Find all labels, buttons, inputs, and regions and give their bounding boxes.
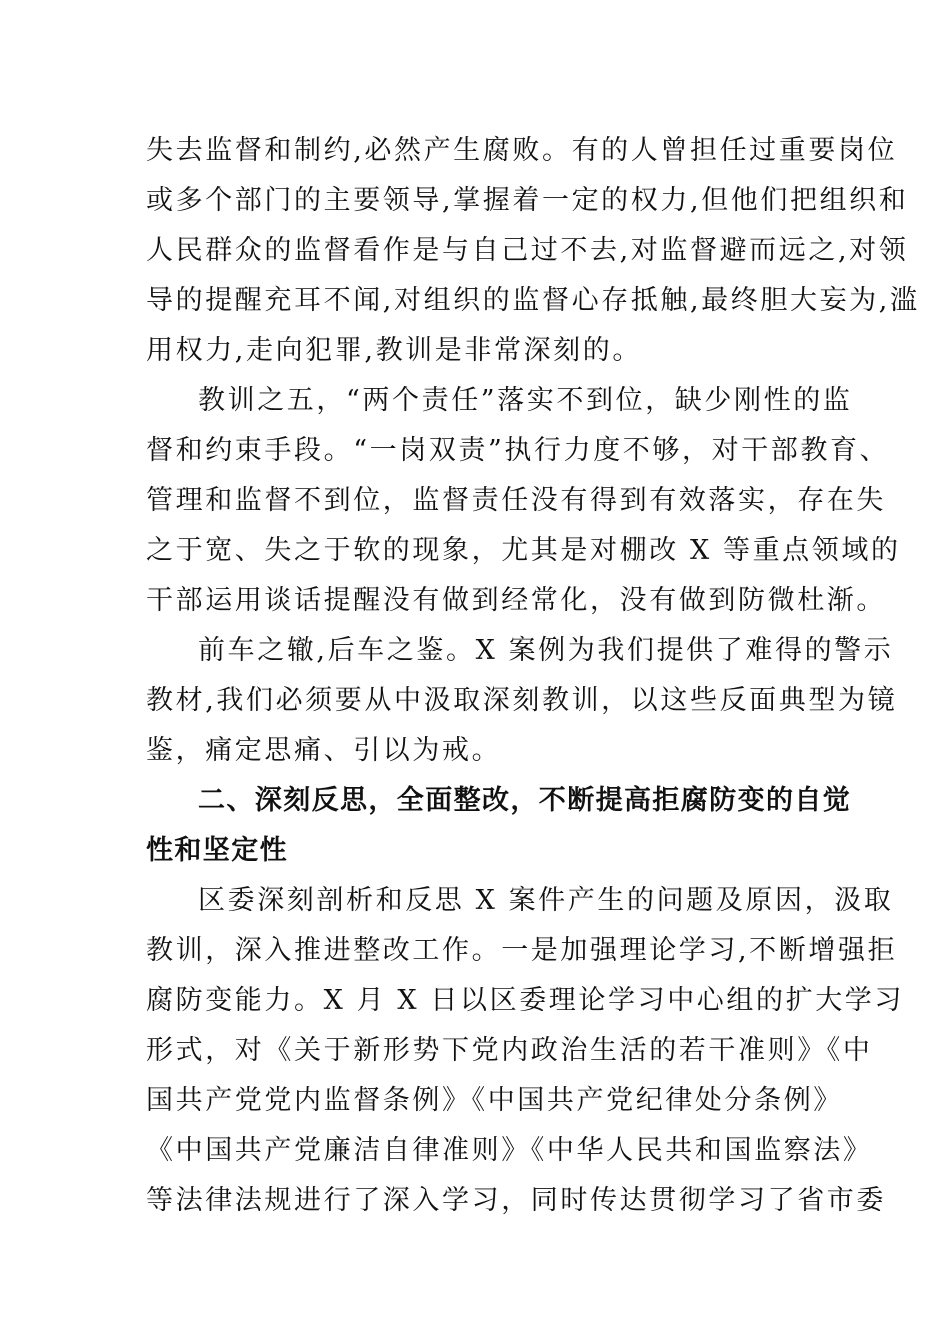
text-line: 等法律法规进行了深入学习，同时传达贯彻学习了省市委 bbox=[146, 1185, 886, 1216]
paragraph-first-line: 前车之辙,后车之鉴。X 案例为我们提供了难得的警示 bbox=[198, 635, 894, 666]
text-line: 管理和监督不到位，监督责任没有得到有效落实，存在失 bbox=[146, 485, 886, 516]
text-line: 导的提醒充耳不闻,对组织的监督心存抵触,最终胆大妄为,滥 bbox=[146, 285, 920, 316]
text-line: 腐防变能力。X 月 X 日以区委理论学习中心组的扩大学习 bbox=[146, 985, 904, 1016]
text-line: 《中国共产党廉洁自律准则》《中华人民共和国监察法》 bbox=[146, 1135, 873, 1166]
text-line: 国共产党党内监督条例》《中国共产党纪律处分条例》 bbox=[146, 1085, 843, 1116]
paragraph-first-line: 教训之五，“两个责任”落实不到位，缺少刚性的监 bbox=[198, 385, 853, 416]
section-heading-continued: 性和坚定性 bbox=[146, 835, 288, 866]
text-line: 失去监督和制约,必然产生腐败。有的人曾担任过重要岗位 bbox=[146, 135, 898, 166]
text-line: 干部运用谈话提醒没有做到经常化，没有做到防微杜渐。 bbox=[146, 585, 886, 616]
text-line: 形式，对《关于新形势下党内政治生活的若干准则》《中 bbox=[146, 1035, 873, 1066]
section-heading: 二、深刻反思，全面整改，不断提高拒腐防变的自觉 bbox=[198, 785, 852, 816]
text-line: 或多个部门的主要领导,掌握着一定的权力,但他们把组织和 bbox=[146, 185, 909, 216]
text-line: 之于宽、失之于软的现象，尤其是对棚改 X 等重点领域的 bbox=[146, 535, 901, 566]
text-line: 用权力,走向犯罪,教训是非常深刻的。 bbox=[146, 335, 642, 366]
text-line: 教材,我们必须要从中汲取深刻教训，以这些反面典型为镜 bbox=[146, 685, 898, 716]
text-line: 教训，深入推进整改工作。一是加强理论学习,不断增强拒 bbox=[146, 935, 898, 966]
text-line: 督和约束手段。“一岗双责”执行力度不够，对干部教育、 bbox=[146, 435, 890, 466]
paragraph-first-line: 区委深刻剖析和反思 X 案件产生的问题及原因，汲取 bbox=[198, 885, 894, 916]
text-line: 人民群众的监督看作是与自己过不去,对监督避而远之,对领 bbox=[146, 235, 909, 266]
text-line: 鉴，痛定思痛、引以为戒。 bbox=[146, 735, 502, 766]
